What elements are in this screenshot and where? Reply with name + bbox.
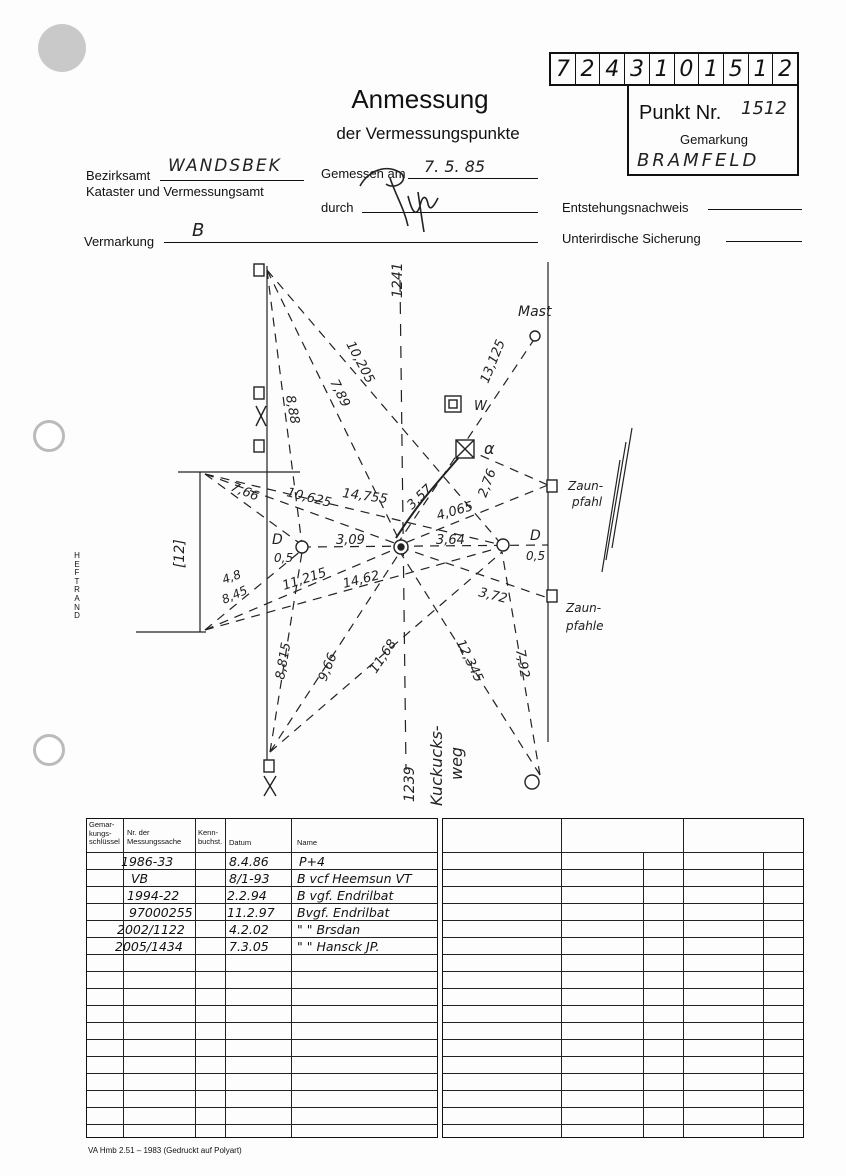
id-digit: 3 bbox=[625, 54, 650, 84]
measurement: 13,125 bbox=[477, 337, 509, 386]
gemessen-label: Gemessen am bbox=[321, 166, 406, 181]
page-subtitle: der Vermessungspunkte bbox=[336, 124, 520, 143]
col-header-gemarkung: Gemar- kungs- schlüssel bbox=[89, 820, 120, 846]
row-nr: 2005/1434 bbox=[115, 939, 183, 954]
sicherung-label: Unterirdische Sicherung bbox=[562, 231, 701, 246]
row-nr: 1986-33 bbox=[121, 854, 174, 869]
road-number-bottom: 1239 bbox=[402, 766, 418, 802]
measurement: 3,72 bbox=[477, 585, 509, 607]
id-digit: 2 bbox=[576, 54, 601, 84]
col-header-nr: Nr. der Messungssache bbox=[127, 828, 182, 846]
id-digit: 2 bbox=[778, 56, 793, 82]
marker bbox=[264, 760, 274, 772]
durch-label: durch bbox=[321, 200, 354, 215]
measurement: 14,755 bbox=[341, 486, 389, 508]
street-label: Kuckucks- bbox=[427, 725, 446, 806]
id-digit: 0 bbox=[675, 54, 700, 84]
id-digit: 5 bbox=[724, 54, 749, 84]
zaun-label: pfahle bbox=[566, 619, 604, 633]
bracket-measure: [12] bbox=[172, 539, 188, 568]
w-label: W bbox=[474, 399, 487, 414]
radius-label: 0,5 bbox=[274, 551, 294, 565]
mast-point bbox=[530, 331, 540, 341]
heftrand-label: H E F T R A N D bbox=[74, 551, 80, 621]
row-name: B vgf. Endrilbat bbox=[297, 888, 394, 903]
row-datum: 8.4.86 bbox=[229, 854, 269, 869]
radius-label: 0,5 bbox=[526, 549, 546, 563]
blank-table bbox=[442, 818, 804, 1138]
id-digit: 7 bbox=[551, 54, 576, 84]
gemarkung-value: BRAMFELD bbox=[637, 150, 760, 171]
bezirksamt-label: Bezirksamt bbox=[86, 168, 151, 183]
point-right bbox=[497, 539, 509, 551]
row-name: " " Brsdan bbox=[297, 922, 361, 937]
measurement: 3,64 bbox=[436, 533, 465, 548]
row-nr: 2002/1122 bbox=[117, 922, 185, 937]
mast-label: Mast bbox=[518, 304, 552, 320]
road-number-top: 1241 bbox=[390, 262, 406, 298]
measurement: 7,66 bbox=[228, 479, 261, 505]
row-nr: 97000255 bbox=[129, 905, 193, 920]
measurement: 3,09 bbox=[336, 533, 365, 548]
zaun-label: pfahl bbox=[572, 495, 603, 509]
marker bbox=[254, 440, 264, 452]
measurement: 12,345 bbox=[452, 637, 486, 685]
col-header-kenn: Kenn- buchst. bbox=[198, 828, 223, 846]
punkt-label: Punkt Nr. bbox=[639, 102, 722, 124]
fence-strokes bbox=[602, 428, 632, 572]
id-digit: 4 bbox=[600, 54, 625, 84]
id-digit: 1 bbox=[749, 54, 774, 84]
measurement: 2,76 bbox=[475, 467, 500, 500]
measurement: 8,88 bbox=[282, 394, 302, 426]
form-footer: VA Hmb 2.51 – 1983 (Gedruckt auf Polyart) bbox=[88, 1146, 242, 1155]
d-label: D bbox=[530, 528, 541, 544]
row-datum: 8/1-93 bbox=[229, 871, 270, 886]
row-name: " " Hansck JP. bbox=[297, 939, 380, 954]
row-nr: 1994-22 bbox=[127, 888, 180, 903]
measurement: 8,45 bbox=[219, 583, 250, 607]
measurement: 10,205 bbox=[342, 338, 378, 387]
marker bbox=[254, 264, 264, 276]
id-digit: 1 bbox=[650, 54, 675, 84]
measurement: 8,815 bbox=[273, 641, 295, 681]
row-name: Bvgf. Endrilbat bbox=[297, 905, 390, 920]
bezirksamt-value: WANDSBEK bbox=[168, 156, 282, 176]
marker bbox=[254, 387, 264, 399]
col-header-datum: Datum bbox=[229, 838, 252, 847]
row-datum: 11.2.97 bbox=[227, 905, 275, 920]
point-left bbox=[296, 541, 308, 553]
alpha-label: α bbox=[484, 439, 495, 458]
zaun-label: Zaun- bbox=[566, 601, 602, 615]
row-nr: VB bbox=[131, 871, 149, 886]
measurement: 10,625 bbox=[285, 485, 333, 511]
measurement: 14,62 bbox=[341, 568, 382, 592]
street-label-2: weg bbox=[447, 746, 466, 780]
gemessen-value: 7. 5. 85 bbox=[424, 157, 486, 176]
fence-post bbox=[547, 590, 557, 602]
id-digit: 1 bbox=[699, 54, 724, 84]
measurement: 4,8 bbox=[220, 567, 243, 587]
measurement: 11,68 bbox=[366, 636, 401, 677]
measurement: 4,065 bbox=[434, 499, 475, 524]
measurement: 3,57 bbox=[404, 481, 436, 513]
col-header-name: Name bbox=[297, 838, 318, 847]
vermarkung-label: Vermarkung bbox=[84, 234, 155, 249]
row-datum: 2.2.94 bbox=[227, 888, 267, 903]
measurement-table bbox=[86, 818, 438, 1138]
page-title: Anmessung bbox=[351, 84, 489, 114]
measurement: 7,89 bbox=[326, 377, 353, 410]
entstehung-label: Entstehungsnachweis bbox=[562, 200, 689, 215]
kataster-label: Kataster und Vermessungsamt bbox=[86, 184, 264, 199]
row-name: B vcf Heemsun VT bbox=[297, 871, 412, 886]
punkt-value: 1512 bbox=[741, 98, 787, 119]
row-name: P+4 bbox=[299, 854, 325, 869]
measurement: 11,215 bbox=[280, 565, 329, 594]
row-datum: 4.2.02 bbox=[229, 922, 269, 937]
measurement: 7,92 bbox=[512, 648, 532, 680]
fence-post bbox=[547, 480, 557, 492]
d-label: D bbox=[272, 532, 283, 548]
measurement: 9,66 bbox=[315, 651, 341, 684]
point-bottom bbox=[525, 775, 539, 789]
vermarkung-value: B bbox=[192, 220, 205, 241]
gemarkung-label: Gemarkung bbox=[680, 132, 748, 147]
row-datum: 7.3.05 bbox=[229, 939, 269, 954]
zaun-label: Zaun- bbox=[568, 479, 604, 493]
